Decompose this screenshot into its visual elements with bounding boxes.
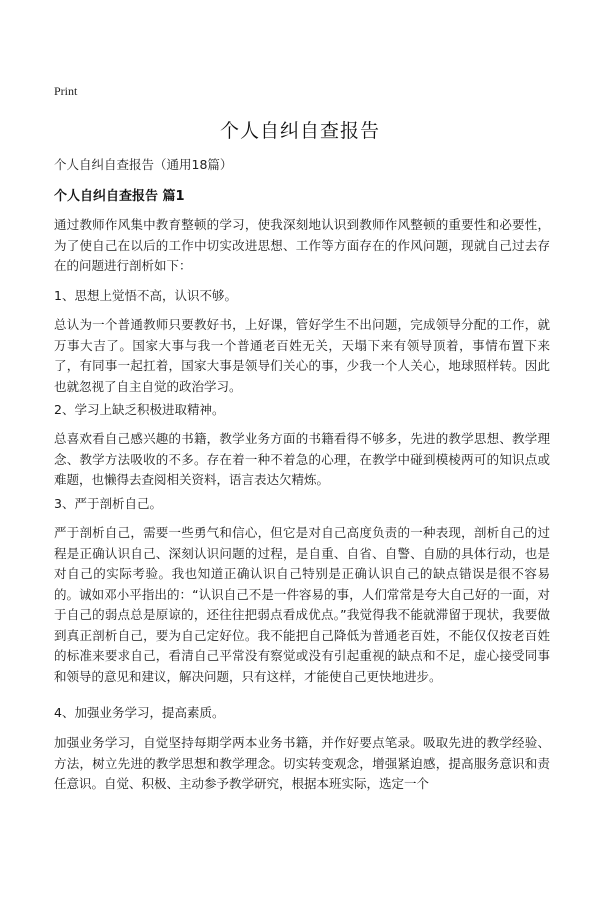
section-heading: 个人自纠自查报告 篇1	[54, 189, 185, 204]
item-1-paragraph: 总认为一个普通教师只要教好书，上好课，管好学生不出问题，完成领导分配的工作，就万事大吉了。国家大事与我一个普通老百姓无关，天塌下来有领导顶着，事情布置下来了，有同事一起扛着，国家大事是领导们关心的事，少我一个人关心，地球照样转。因此也就忽视了自主自觉的政治学习。	[54, 317, 550, 394]
item-2-paragraph: 总喜欢看自己感兴趣的书籍，教学业务方面的书籍看得不够多，先进的教学思想、教学理念、教学方法吸收的不多。存在着一种不着急的心理，在教学中碰到模棱两可的知识点或难题，也懒得去查阅相关资料，语言表达欠精炼。	[54, 431, 550, 487]
document-subtitle: 个人自纠自查报告（通用18篇）	[54, 157, 233, 172]
intro-paragraph: 通过教师作风集中教育整顿的学习，使我深刻地认识到教师作风整顿的重要性和必要性，为了使自己在以后的工作中切实改进思想、工作等方面存在的作风问题，现就自己过去存在的问题进行剖析如下：	[54, 217, 550, 273]
item-1-heading: 1、思想上觉悟不高，认识不够。	[54, 288, 237, 303]
item-3-paragraph: 严于剖析自己，需要一些勇气和信心，但它是对自己高度负责的一种表现，剖析自己的过程是正确认识自己、深刻认识问题的过程，是自重、自省、自警、自励的具体行动，也是对自己的实际考验。我也知道正确认识自己特别是正确认识自己的缺点错误是很不容易的。诚如邓小平指出的：“认识自己不是一件容易的事，人们常常是夸大自己好的一面，对于自己的弱点总是原谅的，还往往把弱点看成优点。”我觉得我不能就滞留于现状，我要做到真正剖析自己，要为自己定好位。我不能把自己降低为普通老百姓，不能仅仅按老百姓的标准来要求自己，看清自己平常没有察觉或没有引起重视的缺点和不足，虚心接受同事和领导的意见和建议，解决问题，只有这样，才能使自己更快地进步。	[54, 525, 550, 684]
item-2-heading: 2、学习上缺乏积极进取精神。	[54, 402, 225, 417]
document-title: 个人自纠自查报告	[219, 120, 380, 142]
item-4-paragraph: 加强业务学习，自觉坚持每期学两本业务书籍，并作好要点笔录。吸取先进的教学经验、方法，树立先进的教学思想和教学理念。切实转变观念，增强紧迫感，提高服务意识和责任意识。自觉、积极、主动参予教学研究，根据本班实际，选定一个	[54, 735, 550, 791]
print-label: Print	[54, 84, 78, 98]
item-4-heading: 4、加强业务学习，提高素质。	[54, 705, 225, 720]
item-3-heading: 3、严于剖析自己。	[54, 496, 162, 511]
